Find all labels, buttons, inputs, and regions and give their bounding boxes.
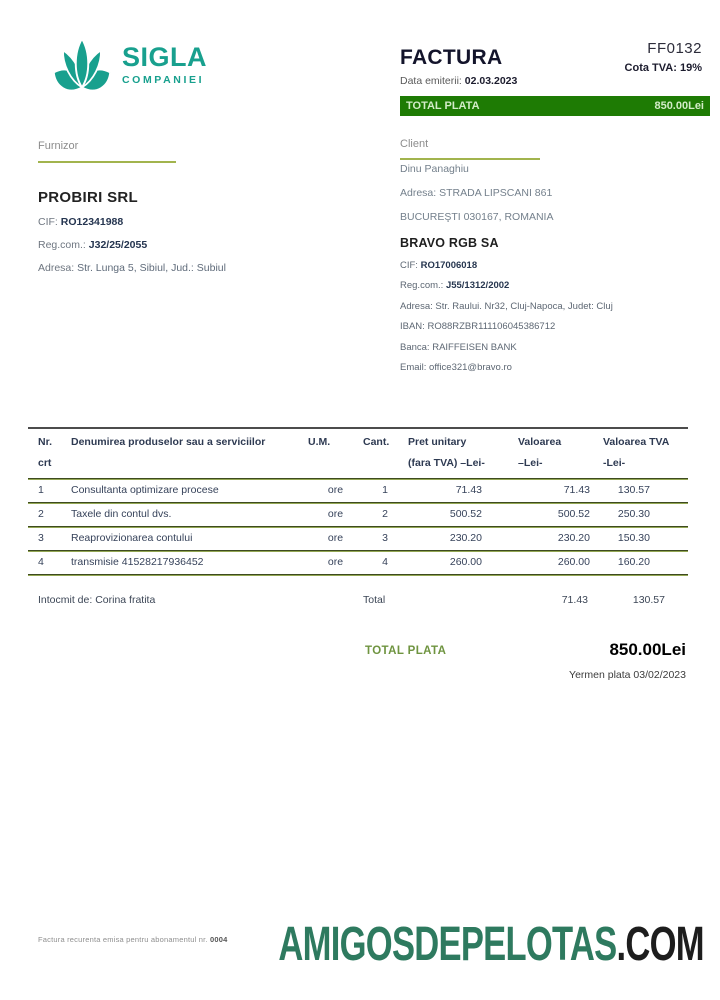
recurring-invoice-note xyxy=(38,935,228,944)
row-denumire: Consultanta optimizare procese xyxy=(62,479,308,503)
row-um: ore xyxy=(308,479,363,503)
row-denumire: transmisie 41528217936452 xyxy=(62,551,308,575)
company-logo xyxy=(50,36,207,94)
client-iban-label: IBAN: xyxy=(400,321,425,332)
vat-label: Cota TVA: xyxy=(624,62,677,74)
client-address-label: Adresa: xyxy=(400,187,437,199)
client-company-address-value: Str. Raului. Nr32, Cluj-Napoca, Judet: Cluj xyxy=(435,300,613,312)
row-pret: 71.43 xyxy=(408,479,518,503)
row-tva: 150.30 xyxy=(603,527,688,551)
table-row xyxy=(28,527,688,551)
header-nr-line1: Nr. xyxy=(38,436,53,448)
supplier-reg-value: J32/25/2055 xyxy=(88,239,148,252)
client-contact-name: Dinu Panaghiu xyxy=(400,163,469,175)
row-denumire: Taxele din contul dvs. xyxy=(62,503,308,527)
brand-tagline: COMPANIEI xyxy=(122,74,205,86)
supplier-reg-label: Reg.com.: xyxy=(38,239,86,252)
client-company-address-line xyxy=(400,301,700,312)
due-date-line: Yermen plata 03/02/2023 xyxy=(569,669,686,681)
issue-date-label: Data emiterii: xyxy=(400,75,462,87)
invoice-title-block xyxy=(400,46,517,87)
client-reg-label: Reg.com.: xyxy=(400,280,444,291)
supplier-cif-line xyxy=(38,215,348,229)
watermark-site-name: AMIGOSDEPELOTAS xyxy=(278,918,617,971)
supplier-address-line xyxy=(38,261,348,275)
row-nr: 4 xyxy=(28,551,62,575)
header-um: U.M. xyxy=(308,428,363,479)
watermark-site-tld: .COM xyxy=(616,918,704,971)
row-um: ore xyxy=(308,527,363,551)
table-row xyxy=(28,503,688,527)
header-tva-line2: -Lei- xyxy=(603,457,626,469)
watermark-site-logo xyxy=(279,920,704,970)
lotus-flower-icon xyxy=(50,36,114,94)
header-tva-line1: Valoarea TVA xyxy=(603,436,670,448)
supplier-cif-label: CIF: xyxy=(38,216,58,228)
client-email-line xyxy=(400,362,700,373)
supplier-cif-value: RO12341988 xyxy=(60,216,124,228)
row-valoarea: 500.52 xyxy=(518,503,603,527)
row-nr: 2 xyxy=(28,503,62,527)
total-label: Total xyxy=(363,594,386,606)
supplier-address-label: Adresa: xyxy=(38,262,75,275)
row-nr: 3 xyxy=(28,527,62,551)
header-nr xyxy=(28,428,62,479)
client-email-label: Email: xyxy=(400,362,427,373)
supplier-name: PROBIRI SRL xyxy=(38,189,138,206)
row-pret: 260.00 xyxy=(408,551,518,575)
row-denumire: Reaprovizionarea contului xyxy=(62,527,308,551)
total-due-banner-amount: 850.00Lei xyxy=(654,100,704,112)
client-bank-line xyxy=(400,342,700,353)
client-address-line2: BUCUREŞTI 030167, ROMANIA xyxy=(400,211,554,223)
client-cif-label: CIF: xyxy=(400,259,418,271)
header-nr-line2: crt xyxy=(38,457,52,469)
total-due-banner xyxy=(400,96,710,116)
client-bank-label: Banca: xyxy=(400,341,430,353)
client-section-label: Client xyxy=(400,138,429,150)
supplier-address-value: Str. Lunga 5, Sibiul, Jud.: Subiul xyxy=(77,262,226,275)
client-iban-line xyxy=(400,321,700,332)
row-tva: 160.20 xyxy=(603,551,688,575)
brand-name: SIGLA xyxy=(122,42,208,72)
items-table-header xyxy=(28,428,688,479)
header-tva xyxy=(603,428,688,479)
supplier-divider xyxy=(38,161,176,163)
row-valoarea: 71.43 xyxy=(518,479,603,503)
issue-date-value: 02.03.2023 xyxy=(464,75,518,87)
client-reg-line xyxy=(400,280,700,291)
header-valoarea xyxy=(518,428,603,479)
summary-total-amount: 850.00Lei xyxy=(609,640,686,659)
client-iban-value: RO88RZBR111106045386712 xyxy=(427,321,556,332)
header-pret-line2: (fara TVA) –Lei- xyxy=(408,457,485,469)
row-um: ore xyxy=(308,551,363,575)
row-tva: 130.57 xyxy=(603,479,688,503)
row-um: ore xyxy=(308,503,363,527)
header-valoarea-line1: Valoarea xyxy=(518,436,562,448)
client-divider xyxy=(400,158,540,160)
client-company-address-label: Adresa: xyxy=(400,300,433,312)
header-valoarea-line2: –Lei- xyxy=(518,457,543,469)
total-due-banner-label: TOTAL PLATA xyxy=(406,100,480,112)
supplier-reg-line xyxy=(38,238,348,252)
row-tva: 250.30 xyxy=(603,503,688,527)
total-tva: 130.57 xyxy=(632,594,665,606)
table-row xyxy=(28,551,688,575)
vat-rate-line xyxy=(625,62,702,74)
header-pret xyxy=(408,428,518,479)
header-denumire: Denumirea produselor sau a serviciilor xyxy=(62,428,308,479)
summary-total-label: TOTAL PLATA xyxy=(365,645,447,657)
header-pret-line1: Pret unitary xyxy=(408,436,467,448)
total-valoarea: 71.43 xyxy=(561,594,588,606)
recurring-invoice-note-text: Factura recurenta emisa pentru abonamentul nr. xyxy=(38,935,208,944)
row-valoarea: 230.20 xyxy=(518,527,603,551)
row-cant: 1 xyxy=(363,479,408,503)
row-pret: 230.20 xyxy=(408,527,518,551)
prepared-by: Intocmit de: Corina fratita xyxy=(38,594,156,606)
table-row xyxy=(28,479,688,503)
row-pret: 500.52 xyxy=(408,503,518,527)
recurring-invoice-note-number: 0004 xyxy=(210,935,228,944)
client-address-line1 xyxy=(400,187,700,199)
page-title: FACTURA xyxy=(400,46,503,69)
header-cant: Cant. xyxy=(363,428,408,479)
row-nr: 1 xyxy=(28,479,62,503)
client-address-value: STRADA LIPSCANI 861 xyxy=(439,187,553,199)
client-bank-value: RAIFFEISEN BANK xyxy=(432,341,517,353)
vat-value: 19% xyxy=(679,62,702,74)
summary-section xyxy=(365,640,686,681)
invoice-number: FF0132 xyxy=(647,40,702,57)
row-cant: 2 xyxy=(363,503,408,527)
supplier-section xyxy=(38,140,348,276)
client-email-value: office321@bravo.ro xyxy=(429,362,512,373)
client-cif-line xyxy=(400,260,700,271)
issue-date-line xyxy=(400,75,517,87)
client-cif-value: RO17006018 xyxy=(420,259,478,271)
client-company-name: BRAVO RGB SA xyxy=(400,236,499,250)
table-total-line xyxy=(28,594,688,610)
row-cant: 3 xyxy=(363,527,408,551)
row-valoarea: 260.00 xyxy=(518,551,603,575)
items-table xyxy=(28,427,688,575)
invoice-meta-block xyxy=(625,40,702,74)
row-cant: 4 xyxy=(363,551,408,575)
client-reg-value: J55/1312/2002 xyxy=(445,280,510,291)
supplier-section-label: Furnizor xyxy=(38,140,79,152)
client-section xyxy=(400,138,700,373)
